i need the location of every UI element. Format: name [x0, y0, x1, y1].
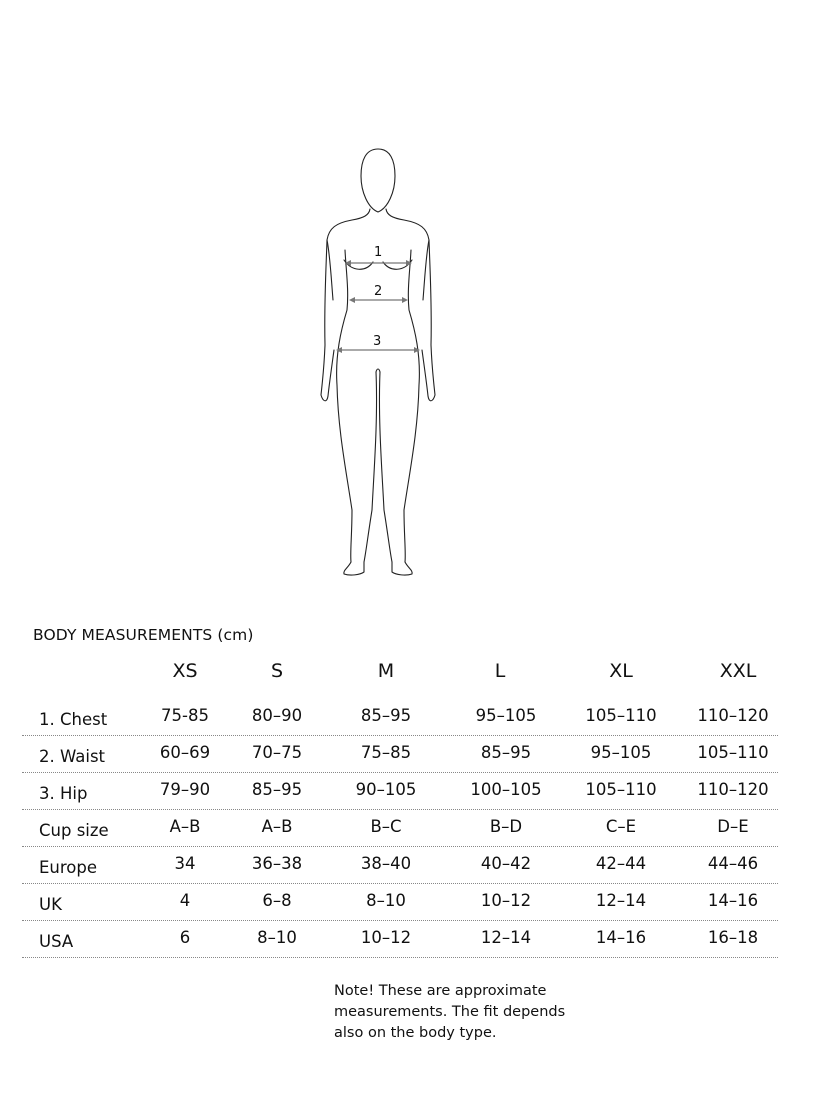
note-line: measurements. The fit depends	[334, 1004, 566, 1020]
size-header-xl: XL	[609, 660, 633, 682]
row-label: UK	[39, 895, 62, 914]
row-label: 1. Chest	[39, 710, 108, 729]
table-cell: 85–95	[360, 706, 412, 725]
table-cell: D–E	[717, 817, 749, 836]
waist-marker-label: 2	[374, 284, 383, 299]
table-cell: 60–69	[159, 743, 211, 762]
table-row-cup-size	[22, 809, 778, 847]
table-cell: 6–8	[262, 891, 292, 910]
chest-marker-label: 1	[374, 245, 383, 260]
table-cell: 8–10	[257, 928, 297, 947]
hip-marker-label: 3	[373, 334, 382, 349]
table-cell: 79–90	[159, 780, 211, 799]
table-cell: 10–12	[360, 928, 412, 947]
table-cell: 14–16	[595, 928, 647, 947]
table-cell: 34	[174, 854, 196, 873]
row-label: 2. Waist	[39, 747, 106, 766]
table-cell: 105–110	[585, 706, 657, 725]
row-label: USA	[39, 932, 74, 951]
table-cell: 75-85	[161, 706, 209, 725]
note-line: Note! These are approximate	[334, 983, 547, 999]
table-cell: 75–85	[360, 743, 412, 762]
table-cell: 14–16	[707, 891, 759, 910]
table-cell: 80–90	[251, 706, 303, 725]
table-cell: C–E	[605, 817, 637, 836]
table-cell: 95–105	[475, 706, 537, 725]
table-cell: 105–110	[697, 743, 769, 762]
table-cell: B–D	[489, 817, 523, 836]
table-row-hip	[22, 772, 778, 810]
table-row-usa	[22, 920, 778, 958]
body-figure-illustration	[300, 140, 460, 585]
table-cell: 4	[179, 891, 191, 910]
table-cell: 6	[179, 928, 191, 947]
table-cell: 12–14	[595, 891, 647, 910]
note-line: also on the body type.	[334, 1025, 497, 1041]
table-cell: 42–44	[595, 854, 647, 873]
table-cell: B–C	[370, 817, 402, 836]
table-cell: 85–95	[251, 780, 303, 799]
table-cell: 110–120	[697, 780, 769, 799]
size-header-s: S	[270, 660, 284, 682]
table-cell: 40–42	[480, 854, 532, 873]
size-header-xxl: XXL	[719, 660, 757, 682]
table-row-chest	[22, 698, 778, 736]
table-cell: 100–105	[470, 780, 542, 799]
row-label: Cup size	[39, 821, 109, 840]
fit-note	[334, 981, 594, 1044]
table-cell: 36–38	[251, 854, 303, 873]
table-cell: A–B	[169, 817, 201, 836]
row-label: Europe	[39, 858, 98, 877]
table-cell: 85–95	[480, 743, 532, 762]
table-cell: 105–110	[585, 780, 657, 799]
table-cell: 38–40	[360, 854, 412, 873]
size-header-l: L	[494, 660, 506, 682]
size-header-xs: XS	[172, 660, 198, 682]
table-cell: 110–120	[697, 706, 769, 725]
female-body-outline-icon	[300, 140, 460, 585]
section-title: BODY MEASUREMENTS (cm)	[33, 626, 254, 644]
table-cell: 95–105	[590, 743, 652, 762]
table-cell: 70–75	[251, 743, 303, 762]
table-cell: 10–12	[480, 891, 532, 910]
table-cell: 16–18	[707, 928, 759, 947]
size-header-m: M	[377, 660, 395, 682]
table-cell: 44–46	[707, 854, 759, 873]
table-row-uk	[22, 883, 778, 921]
table-cell: A–B	[261, 817, 293, 836]
table-row-europe	[22, 846, 778, 884]
table-cell: 90–105	[355, 780, 417, 799]
table-cell: 12–14	[480, 928, 532, 947]
table-cell: 8–10	[366, 891, 406, 910]
table-row-waist	[22, 735, 778, 773]
row-label: 3. Hip	[39, 784, 88, 803]
